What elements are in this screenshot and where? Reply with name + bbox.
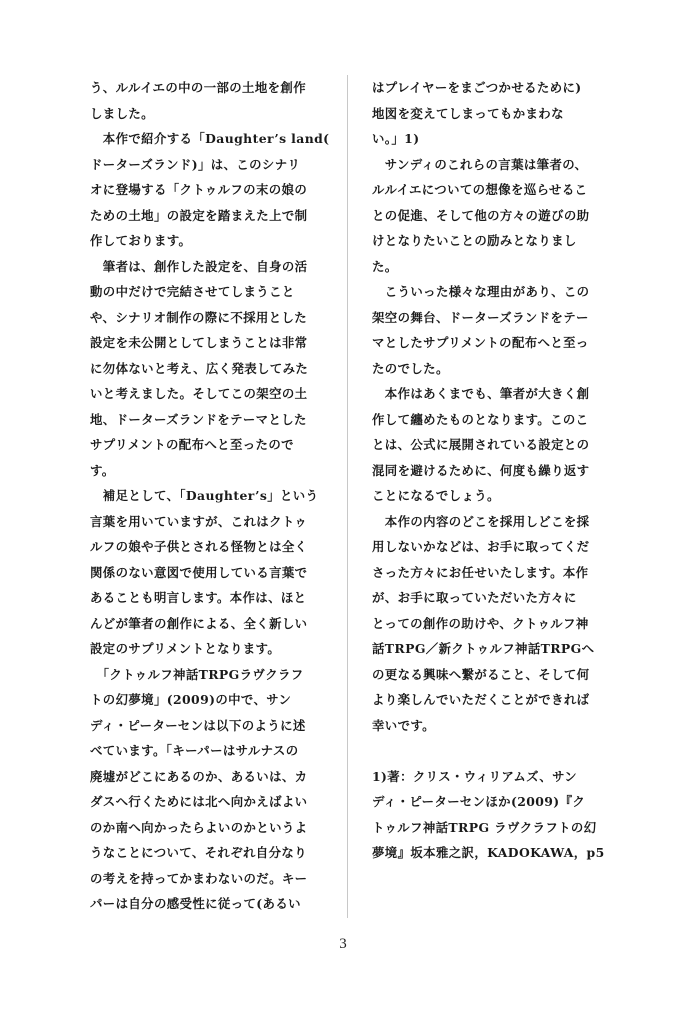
- text-line: ドーターズランド)」は、このシナリ: [90, 156, 301, 172]
- text-line: の考えを持ってかまわないのだ。キー: [90, 870, 308, 886]
- text-line: 設定のサプリメントとなります。: [90, 641, 281, 656]
- footnote-line: 夢境』坂本雅之訳，KADOKAWA，p5: [372, 845, 605, 860]
- text-line: 混同を避けるために、何度も繰り返す: [372, 462, 590, 478]
- text-line: とは、公式に展開されている設定との: [372, 437, 590, 452]
- text-line: の更なる興味へ繋がること、そして何: [372, 666, 590, 682]
- text-line: けとなりたいことの励みとなりまし: [372, 233, 577, 248]
- text-line: 補足として、「Daughter’s」という: [90, 488, 319, 503]
- text-line: が、お手に取っていただいた方々に: [372, 590, 577, 605]
- text-line: あることも明言します。本作は、ほと: [90, 590, 307, 605]
- text-line: 架空の舞台、ドーターズランドをテー: [372, 309, 589, 325]
- text-line: 動の中だけで完結させてしまうこと: [90, 284, 295, 299]
- text-line: んどが筆者の創作による、全く新しい: [90, 615, 308, 631]
- left-column: [90, 75, 330, 917]
- text-line: ダスへ行くためには北へ向かえばよい: [90, 794, 308, 809]
- text-line: のか南へ向かったらよいのかというよ: [90, 819, 308, 835]
- text-line: 地図を変えてしまってもかまわな: [372, 105, 564, 121]
- footnote-line: トゥルフ神話TRPG ラヴクラフトの幻: [372, 819, 597, 835]
- page-number: 3: [339, 936, 347, 952]
- text-line: 廃墟がどこにあるのか、あるいは、カ: [90, 768, 308, 784]
- text-line: とっての創作の助けや、クトゥルフ神: [372, 615, 589, 631]
- text-line: ことになるでしょう。: [372, 488, 500, 503]
- footnote-line: 1)著：クリス・ウィリアムズ、サン: [372, 768, 578, 784]
- text-line: 作して纏めたものとなります。このこ: [372, 411, 589, 427]
- text-line: 幸いです。: [372, 717, 435, 733]
- text-line: うなことについて、それぞれ自分なり: [90, 845, 307, 860]
- text-line: べています。「キーパーはサルナスの: [90, 743, 299, 758]
- text-line: はプレイヤーをまごつかせるために): [372, 80, 582, 95]
- text-line: 設定を未公開としてしまうことは非常: [90, 335, 308, 350]
- text-line: パーは自分の感受性に従って(あるい: [90, 896, 301, 911]
- text-line: いと考えました。そしてこの架空の土: [90, 386, 308, 401]
- text-line: マとしたサプリメントの配布へと至っ: [372, 335, 589, 350]
- text-line: や、シナリオ制作の際に不採用とした: [90, 309, 308, 325]
- text-line: サンディのこれらの言葉は筆者の、: [372, 156, 588, 172]
- text-line: しました。: [90, 105, 154, 121]
- text-line: ルルイエについての想像を巡らせるこ: [372, 182, 588, 197]
- text-line: たのでした。: [372, 360, 449, 376]
- text-line: 本作で紹介する「Daughter’s land(: [90, 131, 330, 146]
- text-line: 作しております。: [90, 233, 192, 248]
- text-line: さった方々にお任せいたします。本作: [372, 564, 589, 580]
- text-line: に勿体ないと考え、広く発表してみた: [90, 360, 309, 376]
- text-line: こういった様々な理由があり、この: [372, 284, 590, 299]
- text-line: 本作の内容のどこを採用しどこを採: [372, 513, 590, 529]
- text-line: 用しないかなどは、お手に取ってくだ: [372, 539, 590, 554]
- text-line: う、ルルイエの中の一部の土地を創作: [90, 80, 307, 95]
- text-line: 話TRPG／新クトゥルフ神話TRPGへ: [372, 641, 595, 656]
- text-line: より楽しんでいただくことができれば: [372, 692, 590, 707]
- text-line: す。: [90, 462, 115, 478]
- text-line: 言葉を用いていますが、これはクトゥ: [90, 513, 308, 529]
- text-line: ディ・ピーターセンは以下のように述: [90, 717, 306, 733]
- text-line: ルフの娘や子供とされる怪物とは全く: [90, 539, 308, 554]
- text-line: サプリメントの配布へと至ったので: [90, 437, 294, 452]
- text-line: トの幻夢境」(2009)の中で、サン: [90, 692, 292, 707]
- text-line: 「クトゥルフ神話TRPGラヴクラフ: [90, 666, 304, 682]
- text-line: との促進、そして他の方々の遊びの助: [372, 207, 590, 223]
- text-line: い。」1): [372, 131, 420, 146]
- text-line: た。: [372, 258, 398, 274]
- footnote-gap: [372, 738, 604, 764]
- right-column: [372, 75, 604, 866]
- footnote-line: ディ・ピーターセンほか(2009)『ク: [372, 794, 586, 809]
- column-divider: [347, 75, 348, 918]
- text-line: 筆者は、創作した設定を、自身の活: [90, 258, 308, 274]
- text-line: オに登場する「クトゥルフの末の娘の: [90, 182, 308, 197]
- text-line: 本作はあくまでも、筆者が大きく創: [372, 386, 590, 401]
- text-line: 地、ドーターズランドをテーマとした: [90, 411, 307, 427]
- text-line: ための土地」の設定を踏まえた上で制: [90, 207, 308, 223]
- text-line: 関係のない意図で使用している言葉で: [90, 564, 308, 580]
